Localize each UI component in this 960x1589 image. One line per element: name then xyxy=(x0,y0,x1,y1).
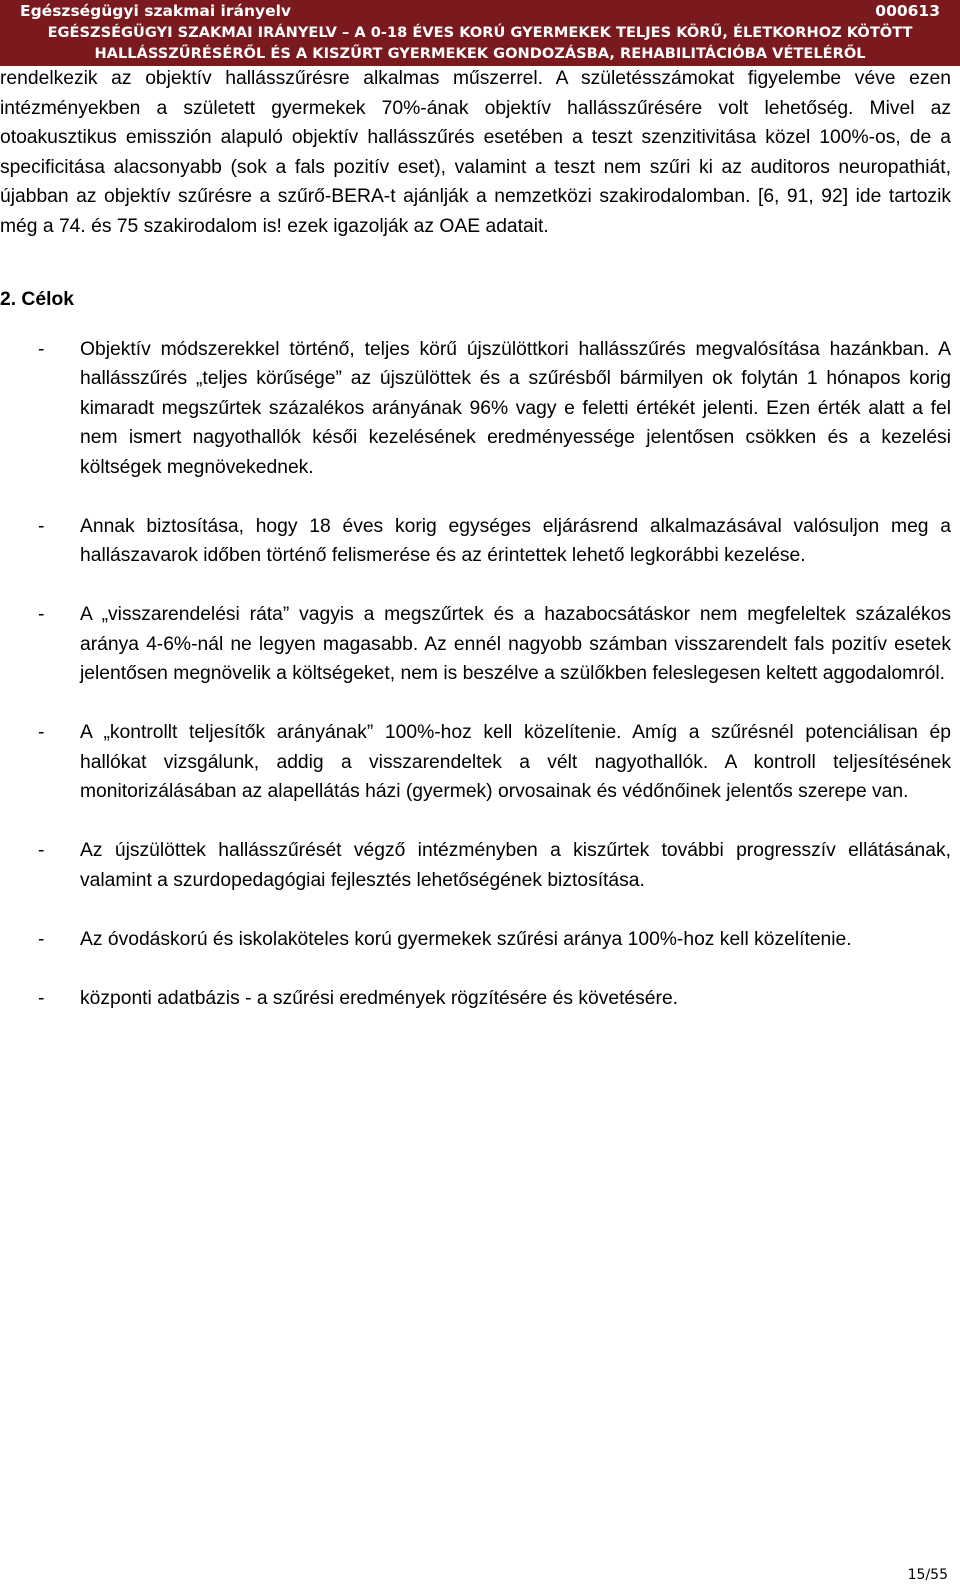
header-subtitle-line-1: EGÉSZSÉGÜGYI SZAKMAI IRÁNYELV – A 0-18 ÉVES KORÚ GYERMEKEK TELJES KÖRŰ, ÉLETKORHOZ KÖTÖTT xyxy=(47,24,913,41)
list-bullet: - xyxy=(38,515,45,537)
list-bullet: - xyxy=(38,928,45,950)
intro-paragraph: rendelkezik az objektív hallásszűrésre alkalmas műszerrel. A születésszámokat figyelembe véve ezen intézményekben a született gyermekek 70%-ának objektív hallásszűrésére volt lehetőség. Mivel az otoakusztikus emisszión alapuló objektív hallásszűrés esetében a teszt szenzitivitása közel 100%-os, de a specificitása alacsonyabb (sok a fals pozitív eset), valamint a teszt nem szűri ki az auditoros neuropathiát, újabban az objektív szűrésre a szűrő-BERA-t ajánlják a nemzetközi szakirodalomban. [6, 91, 92] ide tartozik még a 74. és 75 szakirodalom is! ezek igazolják az OAE adatait. xyxy=(0,68,951,237)
list-bullet: - xyxy=(38,338,45,360)
list-item xyxy=(0,925,951,955)
document-code: 000613 xyxy=(875,2,940,20)
list-item xyxy=(0,836,951,895)
list-item-text: A „visszarendelési ráta” vagyis a megszűrtek és a hazabocsátáskor nem megfeleltek százalékos aránya 4-6%-nál ne legyen magasabb. Az ennél nagyobb számban visszarendelt fals pozitív esetek jelentősen megnövelik a költségeket, nem is beszélve a szülőkben feleslegesen keltett aggodalomról. xyxy=(80,604,951,684)
document-header xyxy=(0,0,960,66)
list-item-text: Objektív módszerekkel történő, teljes körű újszülöttkori hallásszűrés megvalósítása hazánkban. A hallásszűrés „teljes körűsége” az újszülöttek és a szűrésből bármilyen ok folytán 1 hónapos korig kimaradt megszűrtek százalékos arányának 96% vagy e feletti értékét jelenti. Ezen érték alatt a fel nem ismert nagyothallók késői kezelésének eredményessége jelentősen csökken és a kezelési költségek megnövekednek. xyxy=(80,338,951,478)
list-item-text: központi adatbázis - a szűrési eredmények rögzítésére és követésére. xyxy=(80,987,679,1009)
list-item xyxy=(0,718,951,807)
list-item-text: Az óvodáskorú és iskolaköteles korú gyermekek szűrési aránya 100%-hoz kell közelítenie. xyxy=(80,928,852,950)
list-bullet: - xyxy=(38,722,45,743)
header-top-row xyxy=(20,1,940,22)
list-item xyxy=(0,600,951,689)
list-item xyxy=(0,335,951,483)
list-item xyxy=(0,512,951,571)
section-heading: 2. Célok xyxy=(0,289,74,310)
list-item xyxy=(0,984,951,1014)
list-bullet: - xyxy=(38,840,45,861)
list-item-text: Annak biztosítása, hogy 18 éves korig egységes eljárásrend alkalmazásával valósuljon meg a hallászavarok időben történő felismerése és az érintettek lehető legkorábbi kezelése. xyxy=(80,515,951,566)
list-item-text: A „kontrollt teljesítők arányának” 100%-hoz kell közelítenie. Amíg a szűrésnél potenciálisan ép hallókat vizsgálunk, addig a visszarendeltek a vélt nagyothallók. A kontroll teljesítésének monitorizálásában az alapellátás házi (gyermek) orvosainak és védőnőinek jelentős szerepe van. xyxy=(80,722,951,802)
list-item-text: Az újszülöttek hallásszűrését végző intézményben a kiszűrtek további progresszív ellátásának, valamint a szurdopedagógiai fejlesztés lehetőségének biztosítása. xyxy=(80,840,951,891)
goals-list xyxy=(0,335,951,1014)
guideline-title: Egészségügyi szakmai irányelv xyxy=(20,2,292,20)
page-number: 15/55 xyxy=(907,1567,948,1583)
list-bullet: - xyxy=(38,604,45,625)
page-body xyxy=(0,64,960,1043)
header-subtitle-line-2: HALLÁSSZŰRÉSÉRŐL ÉS A KISZŰRT GYERMEKEK GONDOZÁSBA, REHABILITÁCIÓBA VÉTELÉRŐL xyxy=(94,45,866,62)
list-bullet: - xyxy=(38,987,45,1009)
